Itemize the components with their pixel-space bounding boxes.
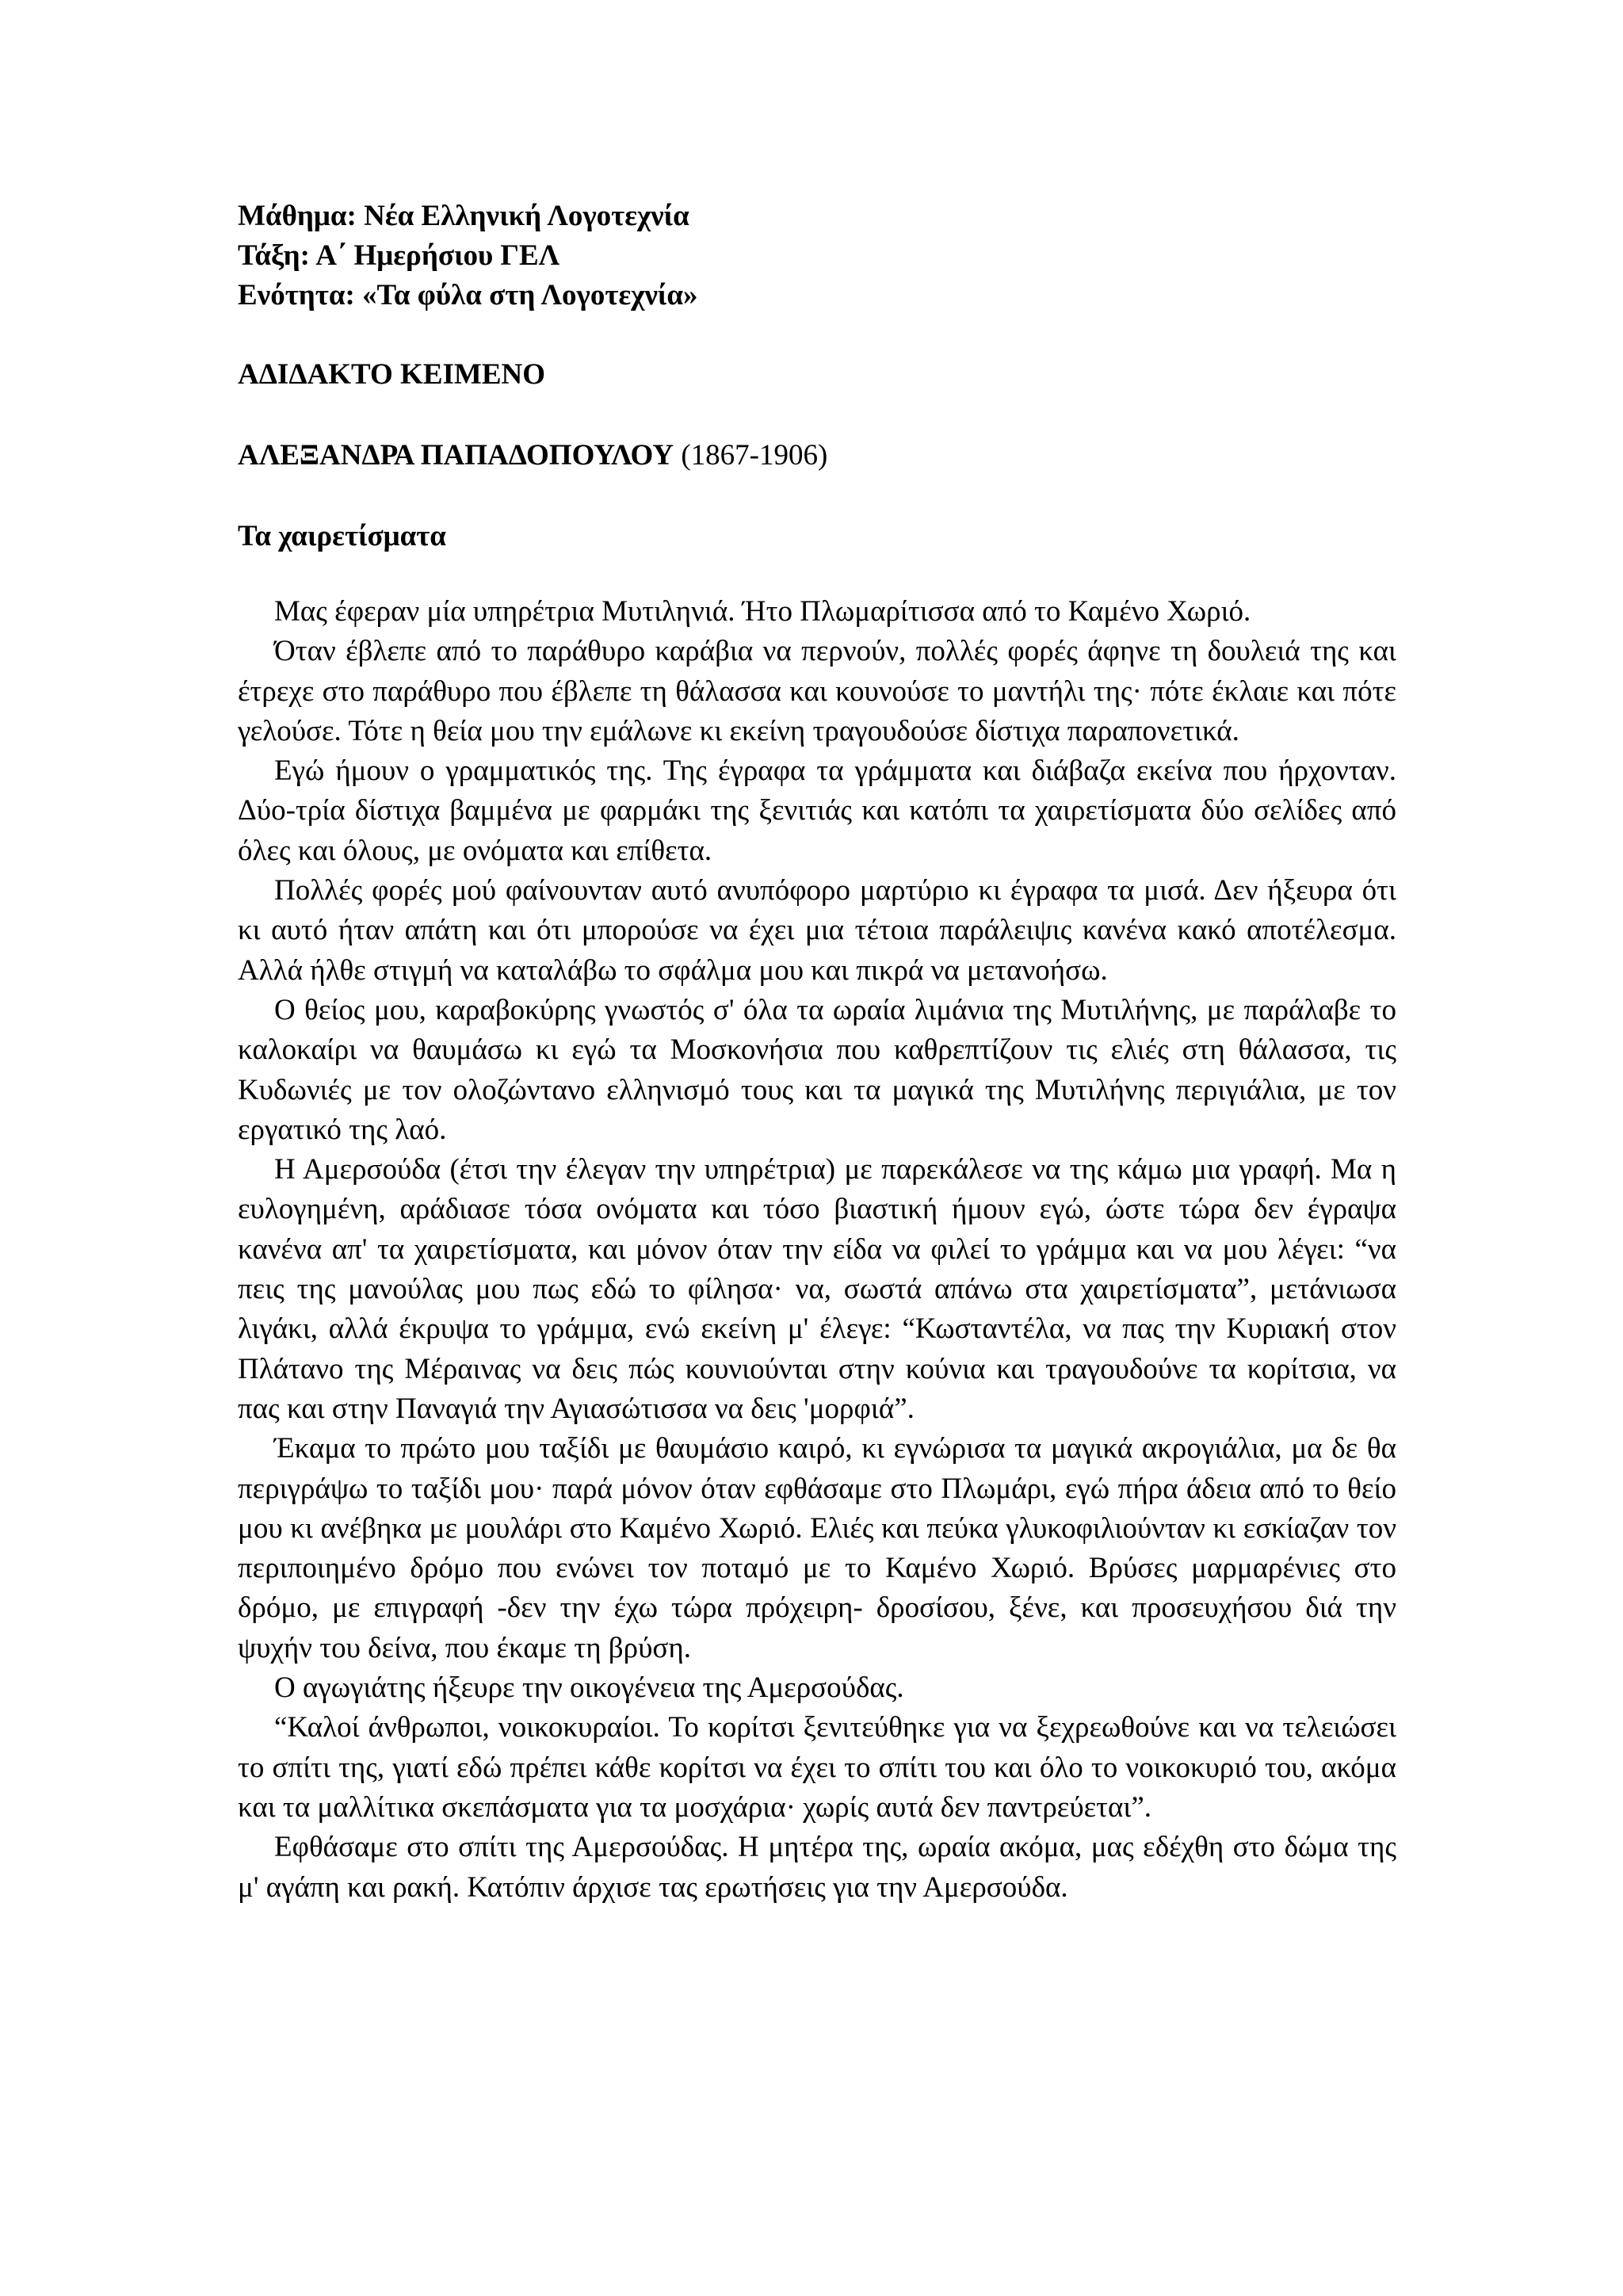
spacer (238, 476, 1396, 517)
paragraph: Εγώ ήμουν ο γραμματικός της. Της έγραφα τα γράμματα και διάβαζα εκείνα που ήρχονταν. Δύο-τρία δίστιχα βαμμένα με φαρμάκι της ξενιτιάς και κατόπι τα χαιρετίσματα δύο σελίδες από όλες και όλους, με ονόματα και επίθετα. (238, 755, 1396, 867)
subject-line: Μάθημα: Νέα Ελληνική Λογοτεχνία (238, 200, 689, 232)
paragraph: Μας έφεραν μία υπηρέτρια Μυτιληνιά. Ήτο Πλωμαρίτισσα από το Καμένο Χωριό. (274, 595, 1251, 628)
author-name: ΑΛΕΞΑΝΔΡΑ ΠΑΠΑΔΟΠΟΥΛΟΥ (238, 439, 674, 472)
class-line: Τάξη: Α΄ Ημερήσιου ΓΕΛ (238, 239, 560, 272)
paragraph: Η Αμερσούδα (έτσι την έλεγαν την υπηρέτρια) με παρεκάλεσε να της κάμω μια γραφή. Μα η ευλογημένη, αράδιασε τόσα ονόματα και τόσο βιαστική ήμουν εγώ, ώστε τώρα δεν έγραψα κανένα απ' τα χαιρετίσματα, και μόνον όταν την είδα να φιλεί το γράμμα και να μου λέγει: “να πεις της μανούλας μου πως εδώ το φίλησα· να, σωστά απάνω στα χαιρετίσματα”, μετάνιωσα λιγάκι, αλλά έκρυψα το γράμμα, ενώ εκείνη μ' έλεγε: “Κωσταντέλα, να πας την Κυριακή στον Πλάτανο της Μέραινας να δεις πώς κουνιούνται στην κούνια και τραγουδούνε τα κορίτσια, να πας και στην Παναγιά την Αγιασώτισσα να δεις 'μορφιά”. (238, 1153, 1396, 1425)
lesson-header (238, 197, 1396, 315)
section-label: ΑΔΙΔΑΚΤΟ ΚΕΙΜΕΝΟ (238, 358, 546, 391)
piece-title: Τα χαιρετίσματα (238, 520, 446, 552)
spacer (238, 315, 1396, 355)
author-years: (1867-1906) (681, 439, 828, 472)
paragraph: Πολλές φορές μού φαίνουνταν αυτό ανυπόφορο μαρτύριο κι έγραφα τα μισά. Δεν ήξευρα ότι κι αυτό ήταν απάτη και ότι μπορούσε να έχει μια τέτοια παράλειψις κανένα κακό αποτέλεσμα. Αλλά ήλθε στιγμή να καταλάβω το σφάλμα μου και πικρά να μετανοήσω. (238, 874, 1396, 987)
paragraph: Ο αγωγιάτης ήξευρε την οικογένεια της Αμερσούδας. (274, 1671, 904, 1705)
paragraph: Ο θείος μου, καραβοκύρης γνωστός σ' όλα τα ωραία λιμάνια της Μυτιλήνης, με παράλαβε το καλοκαίρι να θαυμάσω κι εγώ τα Μοσκονήσια που καθρεπτίζουν τις ελιές στη θάλασσα, τις Κυδωνιές με τον ολοζώντανο ελληνισμό τους και τα μαγικά της Μυτιλήνης περιγιάλια, με τον εργατικό της λαό. (238, 993, 1396, 1146)
document-content (238, 197, 1396, 1908)
paragraph: Εφθάσαμε στο σπίτι της Αμερσούδας. Η μητέρα της, ωραία ακόμα, μας εδέχθη στο δώμα της μ' αγάπη και ρακή. Κατόπιν άρχισε τας ερωτήσεις για την Αμερσούδα. (238, 1831, 1396, 1904)
spacer (238, 556, 1396, 592)
paragraph: Όταν έβλεπε από το παράθυρο καράβια να περνούν, πολλές φορές άφηνε τη δουλειά της και έτρεχε στο παράθυρο που έβλεπε τη θάλασσα και κουνούσε το μαντήλι της· πότε έκλαιε και πότε γελούσε. Τότε η θεία μου την εμάλωνε κι εκείνη τραγουδούσε δίστιχα παραπονετικά. (238, 635, 1396, 747)
paragraph: “Καλοί άνθρωποι, νοικοκυραίοι. Το κορίτσι ξενιτεύθηκε για να ξεχρεωθούνε και να τελειώσει το σπίτι της, γιατί εδώ πρέπει κάθε κορίτσι να έχει το σπίτι του και όλο το νοικοκυριό του, ακόμα και τα μαλλίτικα σκεπάσματα για τα μοσχάρια· χωρίς αυτά δεν παντρεύεται”. (238, 1711, 1396, 1824)
author-line (238, 436, 1396, 476)
paragraph: Έκαμα το πρώτο μου ταξίδι με θαυμάσιο καιρό, κι εγνώρισα τα μαγικά ακρογιάλια, μα δε θα περιγράψω το ταξίδι μου· παρά μόνον όταν εφθάσαμε στο Πλωμάρι, εγώ πήρα άδεια από το θείο μου κι ανέβηκα με μουλάρι στο Καμένο Χωριό. Ελιές και πεύκα γλυκοφιλιούνταν κι εσκίαζαν τον περιποιημένο δρόμο που ενώνει τον ποταμό με το Καμένο Χωριό. Βρύσες μαρμαρένιες στο δρόμο, με επιγραφή -δεν την έχω τώρα πρόχειρη- δροσίσου, ξένε, και προσευχήσου διά την ψυχήν του δείνα, που έκαμε τη βρύση. (238, 1432, 1396, 1664)
text-body (238, 592, 1396, 1908)
spacer (238, 395, 1396, 436)
unit-line: Ενότητα: «Τα φύλα στη Λογοτεχνία» (238, 279, 698, 311)
